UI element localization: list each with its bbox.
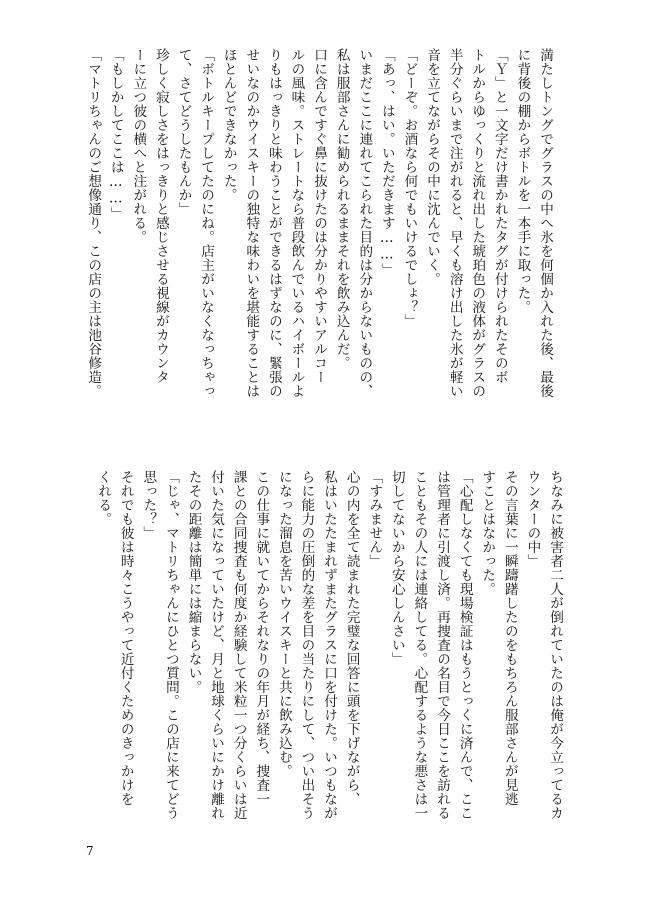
lower-text-line: その言葉に一瞬躊躇したのをもちろん服部さんが見逃: [501, 470, 518, 806]
lower-text-line: こともその人には連絡してる。心配するような悪さは一: [411, 470, 428, 820]
upper-text-line: に背後の棚からボトルを一本手に取った。: [514, 48, 531, 314]
upper-text-line: いまだここに連れてこられた目的は分からないものの、: [356, 48, 373, 398]
upper-text-line: ほとんどできなかった。: [220, 48, 237, 202]
upper-text-line: ルの風味。ストレートなら普段飲んでいるハイボールよ: [288, 48, 305, 398]
lower-text-line: それでも彼は時々こうやって近付くためのきっかけを: [117, 470, 134, 806]
upper-text-line: て、さてどうしたもんか」: [175, 48, 192, 216]
lower-text-line: ウンターの中」: [524, 470, 541, 568]
upper-text-line: 音を立てながらその中に沈んでいく。: [424, 48, 441, 286]
lower-text-line: 「心配しなくても現場検証はもうとっくに済んで、ここ: [456, 470, 473, 820]
lower-text-line: 「じゃ、マトリちゃんにひとつ質問。この店に来てどう: [162, 470, 179, 820]
lower-text-line: 付いた気になっていたけど、月と地球くらいにかけ離れ: [208, 470, 225, 820]
upper-text-line: 私は服部さんに勧められるままそれを飲み込んだ。: [333, 48, 350, 370]
upper-text-line: 「どーぞ。お酒なら何でもいけるでしょ？」: [401, 48, 418, 328]
upper-text-line: 「マトリちゃんのご想像通り、この店の主は池谷修造。: [85, 48, 102, 398]
page-number: 7: [86, 844, 94, 858]
upper-text-line: 「あっ、はい。いただきます……」: [378, 48, 395, 277]
lower-text-line: すことはなかった。: [479, 470, 496, 596]
upper-text-line: 「ボトルキープしてたのにね。店主がいなくなっちゃっ: [198, 48, 215, 398]
lower-text-line: 心の内を全て読まれた完璧な回答に頭を下げながら、: [343, 470, 360, 806]
lower-text-line: 私はいたたまれずまたグラスに口を付けた。いつもなが: [321, 470, 338, 820]
upper-text-line: 満たしトングでグラスの中へ氷を何個か入れた後、最後: [537, 48, 553, 398]
upper-text-line: りもはっきりと味わうことができるはずなのに、緊張の: [265, 48, 282, 398]
lower-text-line: ちなみに被害者二人が倒れていたのは俺が今立ってるカ: [547, 470, 563, 820]
lower-text-line: は管理者に引渡し済。再捜査の名目で今日ここを訪れる: [434, 470, 451, 820]
upper-text-line: ーに立つ彼の横へと注がれる。: [130, 48, 147, 244]
lower-text-line: 切してないから安心しんさい」: [388, 470, 405, 666]
lower-text-line: 課との合同捜査も何度か経験して米粒一つ分くらいは近: [230, 470, 247, 820]
upper-text-line: 「Ｙ」と一文字だけ書かれたタグが付けられたそのボ: [491, 48, 508, 384]
lower-text-line: たその距離は簡単には縮まらない。: [185, 470, 202, 694]
upper-text-line: 口に含んですぐ鼻に抜けたのは分かりやすいアルコー: [311, 48, 328, 384]
lower-text-line: らに能力の圧倒的な差を目の当たりにして、つい出そう: [298, 470, 315, 820]
upper-text-line: 珍しく寂しさをはっきりと感じさせる視線がカウンタ: [152, 48, 169, 384]
lower-text-line: 思った？」: [140, 470, 157, 540]
lower-text-line: くれる。: [95, 470, 112, 526]
upper-text-line: 「もしかしてここは……」: [107, 48, 124, 221]
upper-text-line: せいなのかウイスキーの独特な味わいを堪能することは: [243, 48, 260, 398]
lower-text-line: この仕事に就いてからそれなりの年月が経ち、捜査一: [253, 470, 270, 806]
lower-text-line: 「すみません」: [366, 470, 383, 568]
upper-text-line: トルからゆっくりと流れ出した琥珀色の液体がグラスの: [469, 48, 486, 398]
text-block-lower: [92, 470, 566, 848]
lower-text-line: になった溜息を苦いウイスキーと共に飲み込む。: [275, 470, 292, 778]
upper-text-line: 半分ぐらいまで注がれると、早くも溶け出した氷が軽い: [446, 48, 463, 398]
text-block-upper: [82, 48, 556, 430]
